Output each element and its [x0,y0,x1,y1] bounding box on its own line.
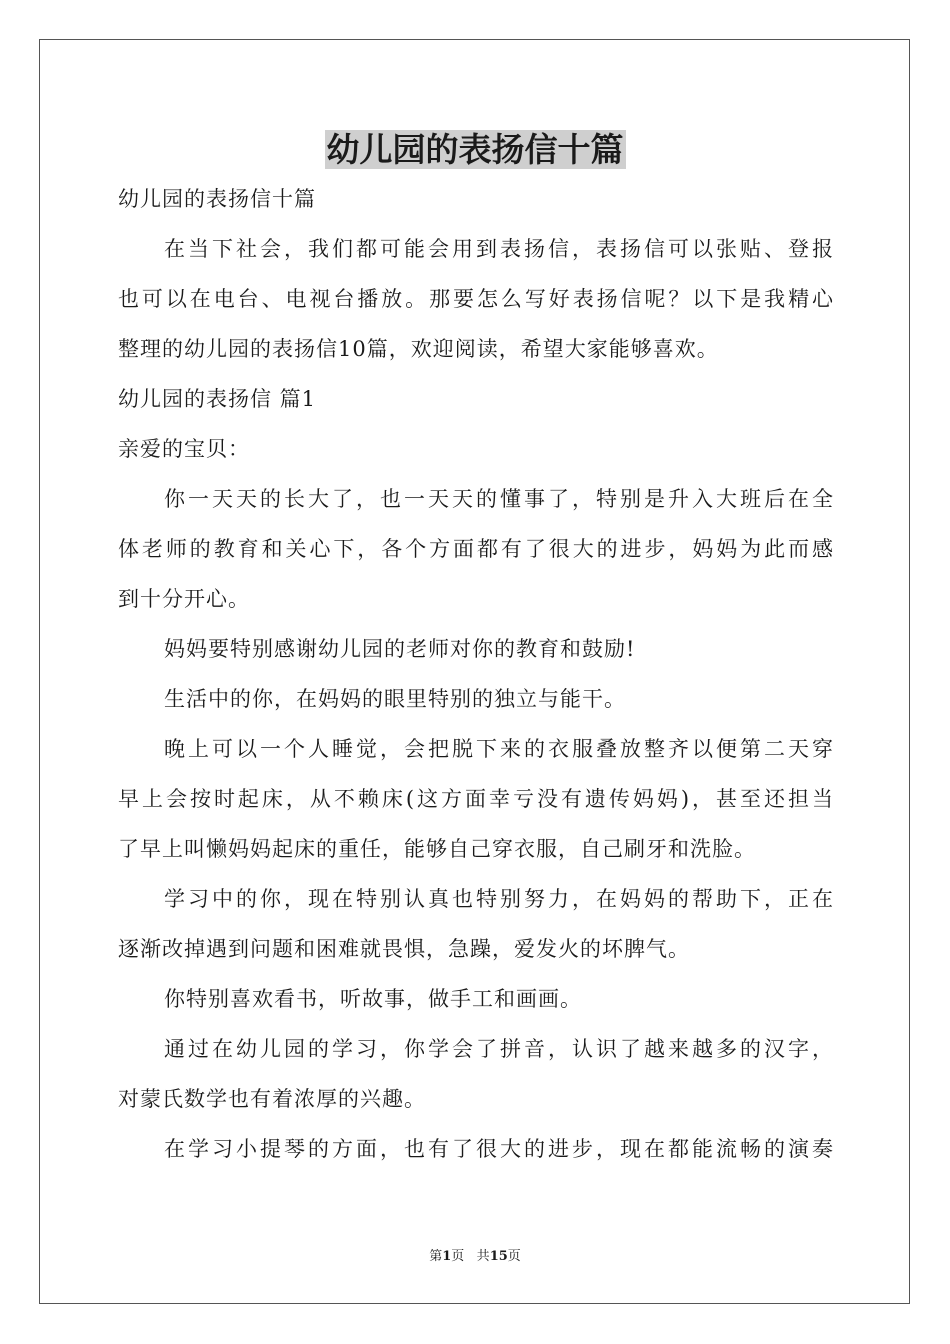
paragraph-line: 对蒙氏数学也有着浓厚的兴趣。 [118,1087,426,1111]
paragraph-line: 通过在幼儿园的学习，你学会了拼音，认识了越来越多的汉字， [164,1037,834,1061]
paragraph-line: 在当下社会，我们都可能会用到表扬信，表扬信可以张贴、登报 [164,237,834,261]
section-heading: 幼儿园的表扬信 篇1 [118,387,317,411]
salutation-line: 亲爱的宝贝： [118,437,250,461]
page-total-prefix: 共 [476,1249,490,1264]
page-footer [0,1247,950,1267]
paragraph-line: 整理的幼儿园的表扬信10篇，欢迎阅读，希望大家能够喜欢。 [118,337,719,361]
paragraph-line: 也可以在电台、电视台播放。那要怎么写好表扬信呢？以下是我精心 [118,287,834,311]
page-total: 15 [489,1249,508,1264]
paragraph-line: 你一天天的长大了，也一天天的懂事了，特别是升入大班后在全 [164,487,834,511]
paragraph-line: 了早上叫懒妈妈起床的重任，能够自己穿衣服，自己刷牙和洗脸。 [118,837,756,861]
paragraph-line: 晚上可以一个人睡觉，会把脱下来的衣服叠放整齐以便第二天穿 [164,737,834,761]
paragraph-line: 妈妈要特别感谢幼儿园的老师对你的教育和鼓励! [164,637,636,661]
page-total-suffix: 页 [507,1249,521,1264]
document-body [118,174,834,1174]
document-title [0,124,950,176]
paragraph-line: 到十分开心。 [118,587,250,611]
page-number-prefix: 第 [429,1249,443,1264]
page-number-current: 1 [442,1249,452,1264]
paragraph-line: 在学习小提琴的方面，也有了很大的进步，现在都能流畅的演奏 [164,1137,834,1161]
paragraph-line: 你特别喜欢看书，听故事，做手工和画画。 [164,987,582,1011]
page-number-suffix: 页 [451,1249,465,1264]
document-title-text: 幼儿园的表扬信十篇 [326,130,624,169]
paragraph-line: 体老师的教育和关心下，各个方面都有了很大的进步，妈妈为此而感 [118,537,834,561]
subtitle-line: 幼儿园的表扬信十篇 [118,187,316,211]
paragraph-line: 早上会按时起床，从不赖床(这方面幸亏没有遗传妈妈)，甚至还担当 [118,787,834,811]
paragraph-line: 学习中的你，现在特别认真也特别努力，在妈妈的帮助下，正在 [164,887,834,911]
paragraph-line: 逐渐改掉遇到问题和困难就畏惧，急躁，爱发火的坏脾气。 [118,937,690,961]
paragraph-line: 生活中的你，在妈妈的眼里特别的独立与能干。 [164,687,626,711]
